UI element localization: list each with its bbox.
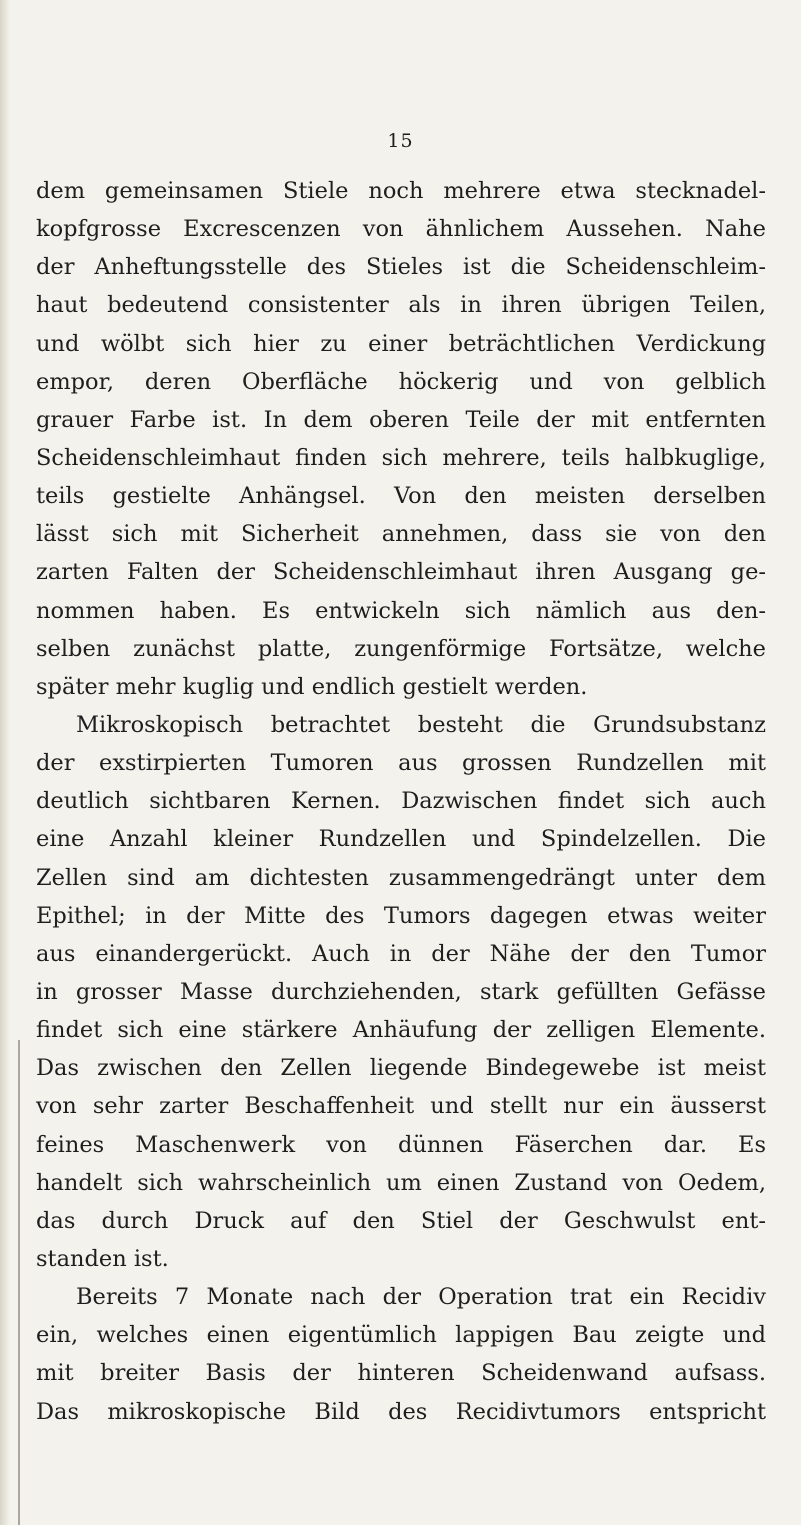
text-line: Bereits 7 Monate nach der Operation trat ein Recidiv [76, 1284, 766, 1311]
text-line: selben zunächst platte, zungenförmige Fortsätze, welche [36, 635, 766, 662]
text-line: Zellen sind am dichtesten zusammengedrängt unter dem [36, 864, 766, 891]
text-line: mit breiter Basis der hinteren Scheidenwand aufsass. [36, 1360, 766, 1387]
text-line: kopfgrosse Excrescenzen von ähnlichem Aussehen. Nahe [36, 216, 766, 243]
page-number: 15 [387, 130, 414, 152]
text-line: aus einandergerückt. Auch in der Nähe der den Tumor [36, 940, 766, 967]
text-line: der exstirpierten Tumoren aus grossen Rundzellen mit [36, 750, 766, 777]
text-line: zarten Falten der Scheidenschleimhaut ihren Ausgang ge- [36, 559, 766, 586]
text-line: dem gemeinsamen Stiele noch mehrere etwa stecknadel- [36, 178, 766, 204]
text-line: nommen haben. Es entwickeln sich nämlich aus den- [36, 597, 766, 624]
text-line: von sehr zarter Beschaffenheit und stellt nur ein äusserst [36, 1093, 766, 1120]
text-line: Das mikroskopische Bild des Recidivtumors entspricht [36, 1398, 766, 1425]
text-line: feines Maschenwerk von dünnen Fäserchen dar. Es [36, 1131, 766, 1158]
text-line: und wölbt sich hier zu einer beträchtlichen Verdickung [36, 330, 766, 357]
text-line: Scheidenschleimhaut finden sich mehrere, teils halbkuglige, [36, 444, 766, 471]
text-line: Mikroskopisch betrachtet besteht die Grundsubstanz [76, 711, 766, 738]
text-line: deutlich sichtbaren Kernen. Dazwischen findet sich auch [36, 788, 766, 815]
text-line: grauer Farbe ist. In dem oberen Teile der mit entfernten [36, 406, 766, 433]
text-line: findet sich eine stärkere Anhäufung der zelligen Elemente. [36, 1017, 766, 1044]
text-line: Epithel; in der Mitte des Tumors dagegen etwas weiter [36, 902, 766, 929]
body-text [36, 172, 766, 1431]
text-line: teils gestielte Anhängsel. Von den meisten derselben [36, 483, 766, 510]
text-line: eine Anzahl kleiner Rundzellen und Spindelzellen. Die [36, 826, 766, 853]
text-line: der Anheftungsstelle des Stieles ist die Scheidenschleim- [36, 254, 766, 281]
text-line: handelt sich wahrscheinlich um einen Zustand von Oedem, [36, 1169, 766, 1196]
gutter-shadow [0, 0, 10, 1525]
text-line: Das zwischen den Zellen liegende Bindegewebe ist meist [36, 1055, 766, 1082]
text-line: ein, welches einen eigentümlich lappigen Bau zeigte und [36, 1322, 766, 1349]
text-line: später mehr kuglig und endlich gestielt werden. [36, 673, 588, 700]
text-line: lässt sich mit Sicherheit annehmen, dass sie von den [36, 521, 766, 548]
text-line: das durch Druck auf den Stiel der Geschwulst ent- [36, 1207, 766, 1234]
text-line: empor, deren Oberfläche höckerig und von gelblich [36, 368, 766, 395]
binding-edge [18, 1040, 20, 1525]
text-line: standen ist. [36, 1245, 169, 1272]
text-line: in grosser Masse durchziehenden, stark gefüllten Gefässe [36, 978, 766, 1005]
text-line: haut bedeutend consistenter als in ihren übrigen Teilen, [36, 292, 766, 319]
